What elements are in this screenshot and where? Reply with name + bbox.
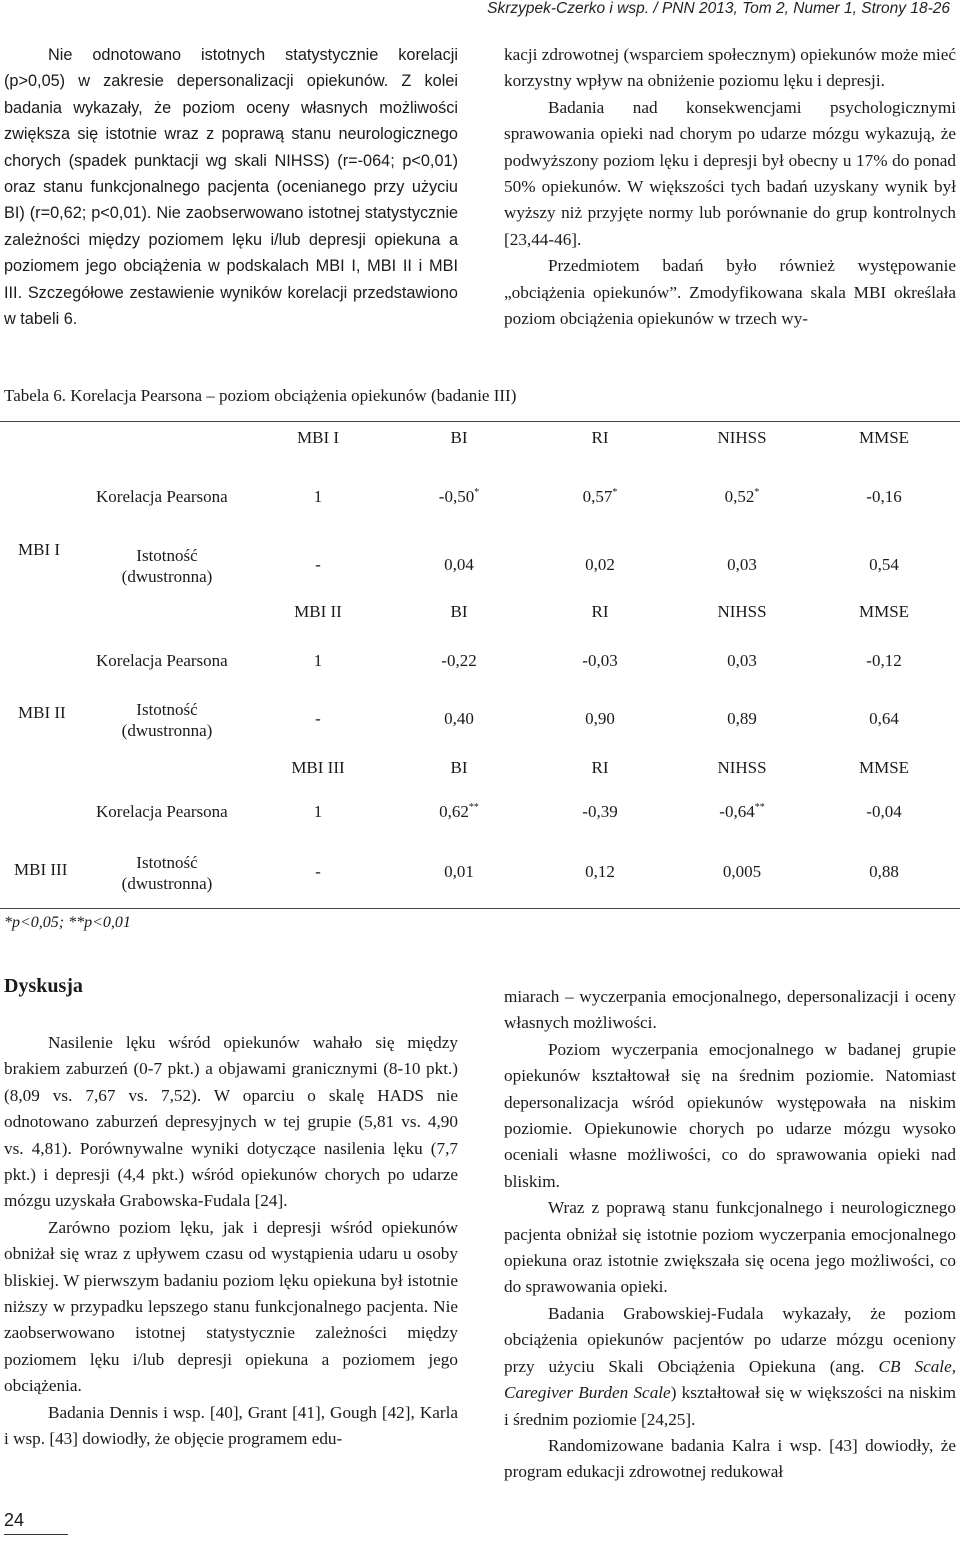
paragraph: Randomizowane badania Kalra i wsp. [43] dowiodły, że program edukacji zdrowotnej redukował bbox=[504, 1435, 956, 1482]
table-cell bbox=[582, 802, 617, 822]
table-cell bbox=[866, 487, 901, 507]
paragraph: Badania Dennis i wsp. [40], Grant [41], Gough [42], Karla i wsp. [43] dowiodły, że objęcie programem edu- bbox=[4, 1402, 458, 1449]
table-cell: - bbox=[315, 555, 321, 574]
table-cell: 0,005 bbox=[722, 862, 762, 881]
label-line: Istotność bbox=[136, 700, 198, 719]
table-column-header: RI bbox=[591, 428, 609, 447]
label-line: Istotność bbox=[136, 546, 198, 565]
table-cell: - bbox=[315, 709, 321, 728]
table-cell bbox=[314, 802, 323, 822]
table-cell bbox=[866, 802, 901, 822]
page-number-rule bbox=[4, 1534, 68, 1535]
table-cell bbox=[439, 802, 479, 822]
label-line: (dwustronna) bbox=[121, 874, 213, 893]
paragraph: Wraz z poprawą stanu funkcjonalnego i neurologicznego pacjenta obniżał się istotnie poziom wyczerpania emocjonalnego opiekuna oraz istotnie zwiększała się ocena jego możliwości, co do sprawowania opieki. bbox=[504, 1198, 956, 1297]
table-cell: 0,88 bbox=[869, 862, 899, 881]
paragraph: Badania nad konsekwencjami psychologicznymi sprawowania opieki nad chorym po udarze mózgu wykazują, że podwyższony poziom lęku i depresji był obecny u 17% do ponad 50% opiekunów. W większości tych badań uzyskany wynik był wyższy niż przyjęte normy lub porównanie do grup kontrolnych [23,44-46]. bbox=[504, 97, 956, 249]
table-column-header: MBI III bbox=[291, 758, 345, 777]
cell-value: -0,39 bbox=[582, 802, 618, 821]
cell-value: -0,16 bbox=[866, 487, 902, 506]
cell-value: -0,04 bbox=[866, 802, 902, 821]
table-row-label: Korelacja Pearsona bbox=[96, 487, 228, 506]
results-paragraph: Nie odnotowano istotnych statystycznie korelacji (p>0,05) w zakresie depersonalizacji opiekunów. Z kolei badania wykazały, że poziom oceny własnych możliwości zwiększa się istotnie wraz z poprawą stanu neurologicznego chorych (spadek punktacji wg skali NIHSS) (r=-064; p<0,01) oraz stanu funkcjonalnego pacjenta (ocenianego przy użyciu BI) (r=0,62; p<0,01). Nie zaobserwowano istotnej statystycznie zależności między poziomem lęku i/lub depresji opiekuna a poziomem jego obciążenia w podskalach MBI I, MBI II i MBI III. Szczegółowe zestawienie wyników korelacji przedstawiono w tabeli 6. bbox=[4, 46, 458, 329]
table-column-header: MBI I bbox=[296, 428, 340, 447]
table-cell: - bbox=[315, 862, 321, 881]
column-2-text bbox=[504, 42, 956, 332]
significance-mark: * bbox=[754, 487, 760, 498]
significance-mark: ** bbox=[468, 802, 479, 813]
table-row-label: Korelacja Pearsona bbox=[96, 651, 228, 670]
cell-value: -0,22 bbox=[441, 651, 477, 670]
table-row-label bbox=[122, 852, 213, 894]
cell-value: 0,03 bbox=[727, 651, 757, 670]
table-row-label: Korelacja Pearsona bbox=[96, 802, 228, 821]
table-bottom-rule bbox=[0, 908, 960, 909]
table-column-header: NIHSS bbox=[717, 758, 767, 777]
paragraph: kacji zdrowotnej (wsparciem społecznym) opiekunów może mieć korzystny wpływ na obniżenie poziomu lęku i depresji. bbox=[504, 45, 956, 91]
table-column-header: MBI II bbox=[294, 602, 342, 621]
table-column-header: MMSE bbox=[858, 758, 910, 777]
cell-value: -0,12 bbox=[866, 651, 902, 670]
cell-value: 1 bbox=[313, 651, 323, 670]
text-run: ) kształtował się w większości na niskim i średnim poziomie [24,25]. bbox=[504, 1383, 957, 1429]
table-cell: 0,54 bbox=[869, 555, 899, 574]
table-cell: 0,01 bbox=[444, 862, 474, 881]
table-cell bbox=[727, 651, 757, 671]
table-column-header: NIHSS bbox=[717, 602, 767, 621]
table-cell bbox=[725, 487, 760, 507]
column-3-text bbox=[4, 1030, 458, 1453]
table-cell: 0,64 bbox=[869, 709, 899, 728]
table-row-group-label: MBI III bbox=[14, 860, 68, 879]
cell-value: -0,64 bbox=[719, 802, 755, 821]
paragraph bbox=[504, 1301, 956, 1433]
table-cell: 0,40 bbox=[444, 709, 474, 728]
significance-mark: * bbox=[612, 487, 618, 498]
table-column-header: RI bbox=[591, 602, 609, 621]
table-row-label bbox=[122, 545, 213, 587]
paragraph: Przedmiotem badań było również występowanie „obciążenia opiekunów”. Zmodyfikowana skala MBI określała poziom obciążenia opiekunów w trzech wy- bbox=[504, 256, 956, 329]
table-cell bbox=[441, 651, 476, 671]
table-column-header: BI bbox=[450, 758, 468, 777]
cell-value: 1 bbox=[313, 487, 323, 506]
table-cell bbox=[583, 487, 618, 507]
table-cell bbox=[866, 651, 901, 671]
cell-value: 1 bbox=[313, 802, 323, 821]
paragraph: Nasilenie lęku wśród opiekunów wahało się między brakiem zaburzeń (0-7 pkt.) a objawami granicznymi (8-10 pkt.) (8,09 vs. 7,67 vs. 7,52). W oparciu o skalę HADS nie odnotowano zaburzeń depresyjnych w tej grupie (5,81 vs. 4,90 vs. 4,81). Porównywalne wyniki dotyczące nasilenia lęku (7,7 pkt.) i depresji (4,4 pkt.) wśród opiekunów chorych po udarze mózgu uzyskała Grabowska-Fudala [24]. bbox=[4, 1033, 458, 1211]
table-cell bbox=[582, 651, 617, 671]
cell-value: 0,57 bbox=[582, 487, 613, 506]
paragraph: Zarówno poziom lęku, jak i depresji wśród opiekunów obniżał się wraz z upływem czasu od wystąpienia udaru u osoby bliskiej. W pierwszym badaniu poziom lęku opiekuna był istotnie niższy w przypadku lepszego stanu funkcjonalnego pacjenta. Nie zaobserwowano istotnej statystycznie zależności między poziomem lęku i/lub depresji opiekuna a poziomem jego obciążenia. bbox=[4, 1217, 458, 1396]
table-column-header: BI bbox=[450, 602, 468, 621]
column-1-text bbox=[4, 42, 458, 332]
table-cell: 0,12 bbox=[585, 862, 615, 881]
table-row-group-label: MBI II bbox=[18, 703, 66, 722]
significance-mark: ** bbox=[754, 802, 765, 813]
paragraph: Poziom wyczerpania emocjonalnego w badanej grupie opiekunów kształtował się na średnim poziomie. Natomiast depersonalizacja wśród opiekunów występowała na niskim poziomie. Opiekunowie chorych po udarze mózgu wysoko oceniali własne możliwości, co do sprawowania opieki nad bliskim. bbox=[504, 1039, 956, 1191]
cell-value: -0,03 bbox=[582, 651, 618, 670]
cell-value: -0,50 bbox=[438, 487, 475, 506]
label-line: (dwustronna) bbox=[121, 567, 213, 586]
italic-text-run: CB Scale, Caregiver Burden Scale bbox=[504, 1356, 956, 1403]
table-cell: 0,03 bbox=[727, 555, 757, 574]
table-row-label bbox=[122, 699, 213, 741]
table-column-header: MMSE bbox=[858, 428, 910, 447]
table-footnote: *p<0,05; **p<0,01 bbox=[4, 914, 131, 931]
table-caption: Tabela 6. Korelacja Pearsona – poziom obciążenia opiekunów (badanie III) bbox=[4, 386, 517, 405]
text-run: Badania Grabowskiej-Fudala wykazały, że poziom obciążenia opiekunów pacjentów po udarze mózgu oceniony przy użyciu Skali Obciążenia Opiekuna (ang. bbox=[504, 1303, 956, 1376]
table-top-rule bbox=[0, 421, 960, 422]
table-cell: 0,89 bbox=[727, 709, 757, 728]
page-number: 24 bbox=[4, 1510, 25, 1530]
cell-value: 0,62 bbox=[439, 802, 469, 821]
table-cell bbox=[314, 487, 323, 507]
paragraph: miarach – wyczerpania emocjonalnego, depersonalizacji i oceny własnych możliwości. bbox=[504, 987, 956, 1033]
table-row-group-label: MBI I bbox=[18, 540, 61, 559]
cell-value: 0,52 bbox=[724, 487, 755, 506]
table-cell: 0,02 bbox=[585, 555, 615, 574]
label-line: Istotność bbox=[136, 853, 198, 872]
column-4-text bbox=[504, 984, 956, 1486]
table-cell bbox=[719, 802, 764, 822]
table-cell: 0,90 bbox=[585, 709, 615, 728]
table-column-header: NIHSS bbox=[717, 428, 767, 447]
running-header: Skrzypek-Czerko i wsp. / PNN 2013, Tom 2, Numer 1, Strony 18-26 bbox=[487, 0, 950, 17]
table-cell bbox=[314, 651, 323, 671]
table-column-header: MMSE bbox=[858, 602, 910, 621]
section-heading: Dyskusja bbox=[4, 975, 83, 997]
table-column-header: BI bbox=[450, 428, 468, 447]
table-cell: 0,04 bbox=[444, 555, 474, 574]
table-cell bbox=[439, 487, 479, 507]
label-line: (dwustronna) bbox=[121, 721, 213, 740]
table-column-header: RI bbox=[591, 758, 609, 777]
significance-mark: * bbox=[474, 487, 480, 498]
